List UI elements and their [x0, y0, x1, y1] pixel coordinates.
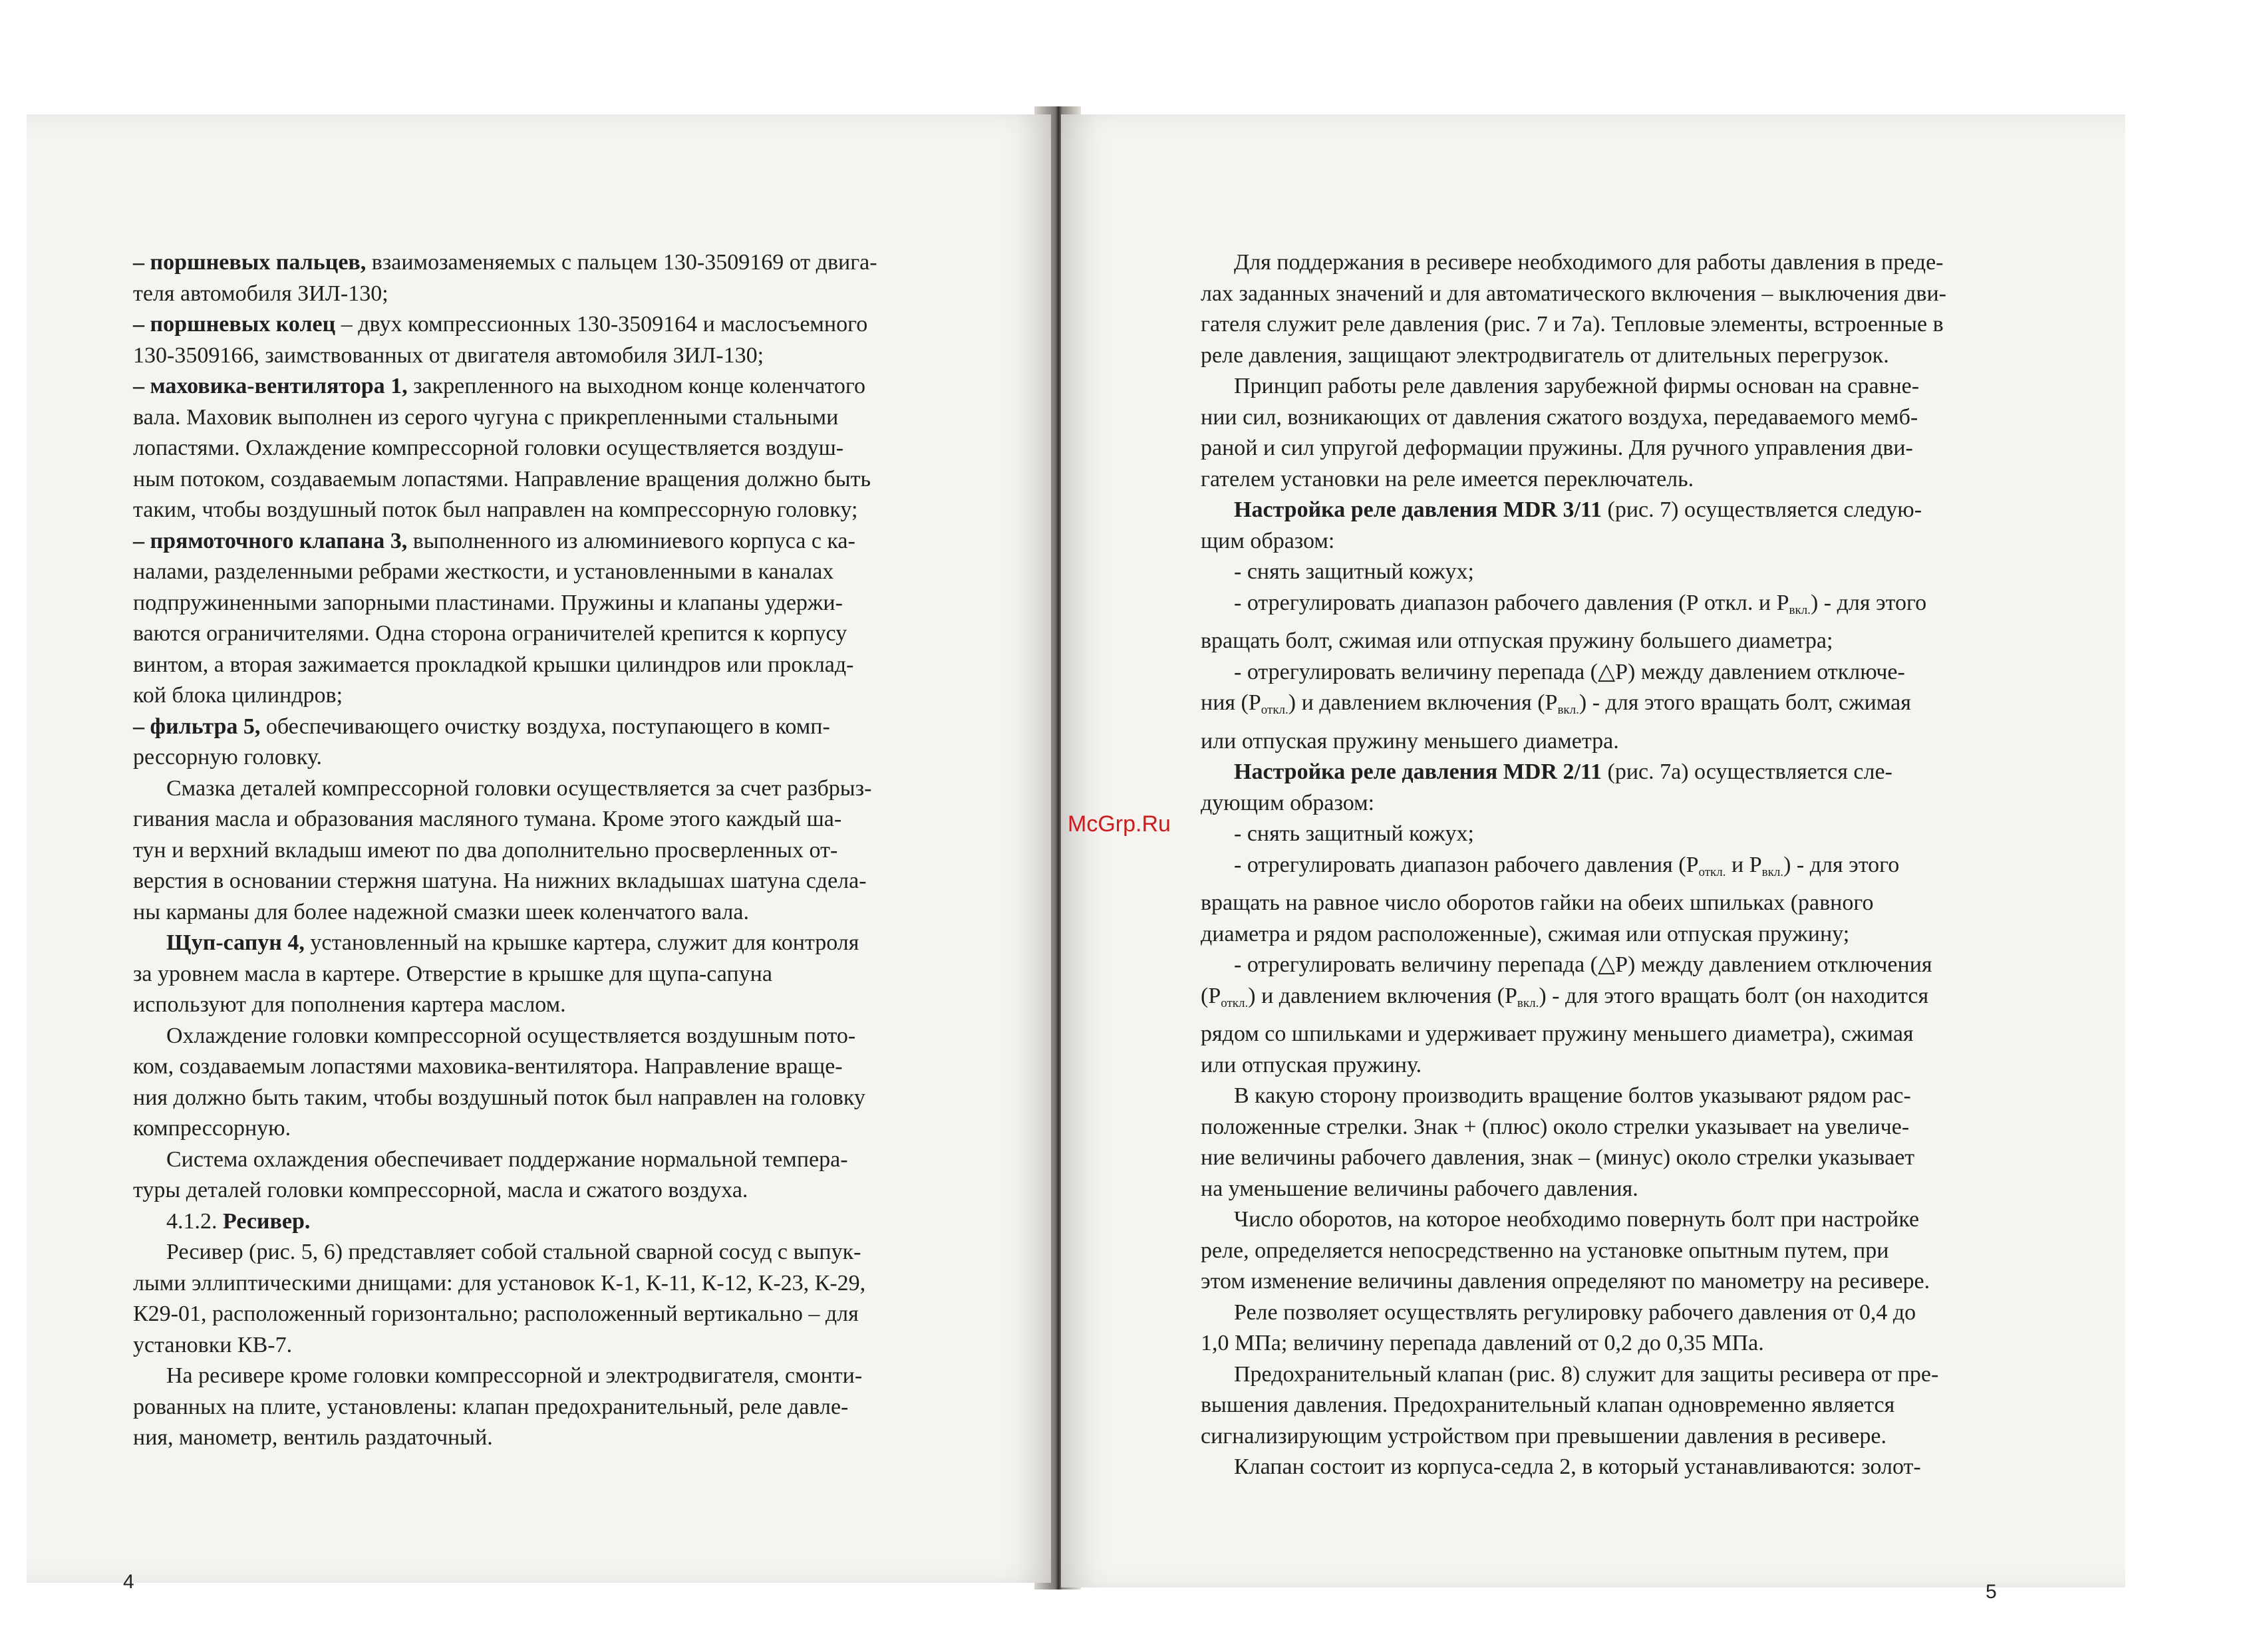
text-line — [1201, 279, 2019, 310]
text-span: тун и верхний вкладыш имеют по два дополнительно просверленных от- — [133, 837, 838, 863]
text-line — [133, 1392, 951, 1423]
text-span: дующим образом: — [1201, 790, 1375, 815]
text-line — [133, 279, 951, 310]
text-line — [1201, 657, 2019, 688]
text-line — [133, 680, 951, 712]
text-span: компрессорную. — [133, 1116, 291, 1141]
text-span: – двух компрессионных 130-3509164 и маслосъемного — [335, 312, 868, 337]
text-line — [1201, 1143, 2019, 1174]
text-line — [1201, 1390, 2019, 1421]
text-line — [1201, 850, 2019, 889]
text-line — [1201, 402, 2019, 434]
text-span: - снять защитный кожух; — [1234, 821, 1474, 846]
text-line — [133, 1299, 951, 1330]
text-span: Клапан состоит из корпуса-седла 2, в который устанавливаются: золот- — [1234, 1454, 1921, 1479]
text-span: щим образом: — [1201, 528, 1335, 553]
text-line — [1201, 1236, 2019, 1267]
text-span: гателя служит реле давления (рис. 7 и 7а). Тепловые элементы, встроенные в — [1201, 312, 1944, 337]
text-line — [1201, 1019, 2019, 1050]
left-page-text — [133, 247, 951, 1454]
text-line — [1201, 1421, 2019, 1452]
text-line — [133, 619, 951, 650]
text-span: лопастями. Охлаждение компрессорной головки осуществляется воздуш- — [133, 436, 844, 460]
text-span: реле, определяется непосредственно на установке опытным путем, при — [1201, 1238, 1889, 1263]
text-line — [133, 1361, 951, 1392]
text-line — [1201, 788, 2019, 819]
text-span: установки КВ-7. — [133, 1332, 293, 1357]
text-line — [133, 1268, 951, 1300]
text-span: верстия в основании стержня шатуна. На нижних вкладышах шатуна сдела- — [133, 869, 867, 893]
text-span: вращать болт, сжимая или отпуская пружину большего диаметра; — [1201, 628, 1833, 653]
text-line — [1201, 1452, 2019, 1483]
text-line — [133, 1113, 951, 1145]
text-span: обеспечивающего очистку воздуха, поступающего в комп- — [260, 714, 830, 739]
bold-term: Настройка реле давления MDR 3/11 — [1234, 497, 1602, 522]
text-line — [1201, 557, 2019, 588]
text-span: рованных на плите, установлены: клапан предохранительный, реле давле- — [133, 1394, 849, 1419]
subscript: вкл. — [1557, 703, 1579, 717]
text-span: Реле позволяет осуществлять регулировку рабочего давления от 0,4 до — [1234, 1300, 1916, 1325]
text-line — [1201, 464, 2019, 495]
text-span: рядом со шпильками и удерживает пружину меньшего диаметра), сжимая — [1201, 1022, 1914, 1046]
text-span: К29-01, расположенный горизонтально; расположенный вертикально – для — [133, 1302, 859, 1326]
bold-term: Настройка реле давления MDR 2/11 — [1234, 759, 1602, 784]
text-span: 1,0 МПа; величину перепада давлений от 0,2 до 0,35 МПа. — [1201, 1331, 1764, 1355]
text-span: 130-3509166, заимствованных от двигателя автомобиля ЗИЛ-130; — [133, 343, 764, 368]
text-span: (Р — [1201, 983, 1221, 1008]
text-line — [133, 835, 951, 867]
text-line — [1201, 688, 2019, 726]
text-span: - отрегулировать величину перепада (△Р) между давлением отключения — [1234, 952, 1932, 977]
text-line — [133, 464, 951, 495]
text-line — [133, 928, 951, 959]
text-span: раной и сил упругой деформации пружины. Для ручного управления дви- — [1201, 436, 1913, 460]
text-span: (рис. 7) осуществляется следую- — [1602, 497, 1922, 522]
bold-term: Щуп-сапун 4, — [166, 930, 305, 955]
text-line — [133, 897, 951, 928]
text-line — [1201, 981, 2019, 1020]
text-line — [1201, 371, 2019, 402]
text-line — [133, 804, 951, 835]
text-span: На ресивере кроме головки компрессорной и электродвигателя, смонти- — [166, 1363, 863, 1388]
text-span: за уровнем масла в картере. Отверстие в крышке для щупа-сапуна — [133, 961, 772, 986]
text-line — [133, 1051, 951, 1083]
text-line — [133, 1423, 951, 1454]
text-span: ком, создаваемым лопастями маховика-вентилятора. Направление враще- — [133, 1054, 843, 1079]
text-span: используют для пополнения картера маслом. — [133, 992, 566, 1017]
text-line — [1201, 1359, 2019, 1391]
subscript: вкл. — [1517, 996, 1539, 1010]
text-line — [1201, 588, 2019, 626]
watermark-link[interactable]: McGrp.Ru — [1068, 811, 1171, 837]
text-line — [133, 433, 951, 464]
right-page-number: 5 — [1986, 1581, 1997, 1603]
text-span: закрепленного на выходном конце коленчатого — [407, 374, 865, 398]
text-span: таким, чтобы воздушный поток был направлен на компрессорную головку; — [133, 497, 858, 522]
text-span: ) - для этого вращать болт, сжимая — [1579, 690, 1911, 715]
text-span: лах заданных значений и для автоматического включения – выключения дви- — [1201, 281, 1947, 306]
subscript: откл. — [1261, 703, 1288, 717]
text-span: реле давления, защищают электродвигатель от длительных перегрузок. — [1201, 343, 1889, 368]
text-span: ) - для этого — [1783, 852, 1900, 877]
text-span: ния должно быть таким, чтобы воздушный поток был направлен на головку — [133, 1085, 865, 1110]
text-span: положенные стрелки. Знак + (плюс) около стрелки указывает на увеличе- — [1201, 1114, 1910, 1139]
text-span: кой блока цилиндров; — [133, 683, 343, 708]
text-span: - отрегулировать диапазон рабочего давления (Р — [1234, 852, 1699, 877]
text-span: или отпуская пружину меньшего диаметра. — [1201, 728, 1619, 754]
text-span: - снять защитный кожух; — [1234, 559, 1474, 584]
text-line — [133, 371, 951, 402]
text-line — [133, 495, 951, 526]
text-span: ны карманы для более надежной смазки шеек коленчатого вала. — [133, 899, 749, 924]
text-span: ) - для этого вращать болт (он находится — [1539, 983, 1929, 1008]
text-span: Число оборотов, на которое необходимо повернуть болт при настройке — [1234, 1207, 1920, 1232]
text-line — [1201, 1328, 2019, 1359]
bold-term: – фильтра 5, — [133, 714, 261, 739]
text-span: Смазка деталей компрессорной головки осуществляется за счет разбрыз- — [166, 775, 872, 801]
right-page — [1061, 114, 2125, 1603]
text-line — [133, 247, 951, 279]
text-line — [133, 959, 951, 990]
text-span: ным потоком, создаваемым лопастями. Направление вращения должно быть — [133, 466, 871, 491]
text-line — [133, 526, 951, 557]
text-line — [1201, 626, 2019, 657]
text-span: теля автомобиля ЗИЛ-130; — [133, 281, 388, 306]
text-line — [133, 650, 951, 681]
text-line — [1201, 1081, 2019, 1112]
text-line — [133, 1206, 951, 1238]
text-line — [133, 1175, 951, 1206]
text-span: сигнализирующим устройством при превышении давления в ресивере. — [1201, 1423, 1886, 1448]
text-line — [133, 341, 951, 372]
subscript: откл. — [1698, 865, 1726, 879]
text-line — [1201, 1112, 2019, 1143]
left-page — [27, 114, 1051, 1593]
text-line — [133, 866, 951, 897]
text-span: рессорную головку. — [133, 745, 323, 769]
text-span: нии сил, возникающих от давления сжатого воздуха, передаваемого мемб- — [1201, 404, 1918, 430]
text-line — [1201, 819, 2019, 850]
text-line — [1201, 888, 2019, 919]
text-line — [1201, 757, 2019, 788]
text-span: гателем установки на реле имеется переключатель. — [1201, 466, 1694, 491]
left-page-number: 4 — [123, 1571, 134, 1593]
text-span: ния, манометр, вентиль раздаточный. — [133, 1425, 493, 1450]
text-span: гивания масла и образования масляного тумана. Кроме этого каждый ша- — [133, 807, 842, 831]
text-line — [1201, 1174, 2019, 1205]
text-line — [133, 990, 951, 1021]
text-line — [1201, 247, 2019, 279]
text-span: Система охлаждения обеспечивает поддержание нормальной темпера- — [166, 1147, 848, 1172]
text-span: налами, разделенными ребрами жесткости, и установленными в каналах — [133, 559, 834, 584]
text-span: ) и давлением включения (Р — [1288, 690, 1558, 715]
text-line — [1201, 1204, 2019, 1236]
bold-term: – поршневых колец — [133, 312, 336, 337]
text-line — [133, 1021, 951, 1052]
text-span: ние величины рабочего давления, знак – (минус) около стрелки указывает — [1201, 1145, 1915, 1170]
text-span: этом изменение величины давления определяют по манометру на ресивере. — [1201, 1269, 1930, 1294]
text-line — [1201, 433, 2019, 464]
text-span: (рис. 7а) осуществляется сле- — [1602, 759, 1892, 784]
text-line — [133, 1145, 951, 1176]
text-line — [1201, 950, 2019, 981]
bold-term: – маховика-вентилятора 1, — [133, 374, 408, 398]
text-span: ния (Р — [1201, 690, 1261, 715]
text-line — [1201, 341, 2019, 372]
text-span: Принцип работы реле давления зарубежной фирмы основан на сравне- — [1234, 374, 1920, 398]
right-page-text — [1201, 247, 2019, 1483]
bold-term: – прямоточного клапана 3, — [133, 528, 408, 553]
text-span: подпружиненными запорными пластинами. Пружины и клапаны удержи- — [133, 590, 843, 615]
text-line — [1201, 919, 2019, 950]
text-span: установленный на крышке картера, служит для контроля — [304, 930, 859, 955]
text-line — [133, 402, 951, 434]
text-span: Ресивер (рис. 5, 6) представляет собой стальной сварной сосуд с выпук- — [166, 1240, 861, 1264]
text-line — [133, 1083, 951, 1114]
text-span: вала. Маховик выполнен из серого чугуна с прикрепленными стальными — [133, 404, 839, 430]
text-line — [1201, 495, 2019, 526]
text-line — [1201, 526, 2019, 557]
text-span: 4.1.2. — [166, 1208, 223, 1234]
text-span: - отрегулировать величину перепада (△Р) между давлением отключе- — [1234, 659, 1905, 684]
text-span: диаметра и рядом расположенные), сжимая или отпуская пружину; — [1201, 921, 1850, 946]
text-line — [133, 557, 951, 588]
text-span: Охлаждение головки компрессорной осуществляется воздушным пото- — [166, 1023, 856, 1048]
text-span: туры деталей головки компрессорной, масла и сжатого воздуха. — [133, 1178, 748, 1202]
text-line — [133, 309, 951, 341]
text-span: ) и давлением включения (Р — [1248, 983, 1517, 1008]
text-span: выполненного из алюминиевого корпуса с ка- — [407, 528, 855, 553]
text-span: вышения давления. Предохранительный клапан одновременно является — [1201, 1393, 1895, 1417]
text-line — [133, 588, 951, 619]
bold-term: – поршневых пальцев, — [133, 250, 367, 275]
text-span: вращать на равное число оборотов гайки на обеих шпильках (равного — [1201, 891, 1874, 915]
text-span: винтом, а вторая зажимается прокладкой крышки цилиндров или проклад- — [133, 652, 854, 677]
text-line — [133, 773, 951, 805]
text-span: Предохранительный клапан (рис. 8) служит для защиты ресивера от пре- — [1234, 1361, 1939, 1387]
text-span: и Р — [1726, 852, 1762, 877]
text-span: - отрегулировать диапазон рабочего давления (Р откл. и Р — [1234, 590, 1789, 615]
text-line — [1201, 1050, 2019, 1081]
text-span: В какую сторону производить вращение болтов указывают рядом рас- — [1234, 1083, 1911, 1108]
text-line — [1201, 1298, 2019, 1329]
text-line — [133, 1330, 951, 1361]
text-span: или отпуская пружину. — [1201, 1052, 1422, 1077]
bold-term: Ресивер. — [223, 1208, 311, 1234]
text-line — [1201, 1266, 2019, 1298]
text-span: Для поддержания в ресивере необходимого для работы давления в преде- — [1234, 250, 1944, 275]
text-span: взаимозаменяемых с пальцем 130-3509169 от двига- — [366, 250, 877, 275]
text-span: ваются ограничителями. Одна сторона ограничителей крепится к корпусу — [133, 621, 847, 646]
text-line — [1201, 309, 2019, 341]
text-line — [133, 712, 951, 743]
subscript: вкл. — [1789, 603, 1811, 617]
text-line — [133, 742, 951, 773]
text-line — [133, 1237, 951, 1268]
subscript: вкл. — [1761, 865, 1784, 879]
text-line — [1201, 726, 2019, 757]
text-span: ) - для этого — [1810, 590, 1927, 615]
subscript: откл. — [1221, 996, 1249, 1010]
text-span: лыми эллиптическими днищами: для установок К-1, К-11, К-12, К-23, К-29, — [133, 1270, 866, 1296]
text-span: на уменьшение величины рабочего давления. — [1201, 1176, 1638, 1201]
